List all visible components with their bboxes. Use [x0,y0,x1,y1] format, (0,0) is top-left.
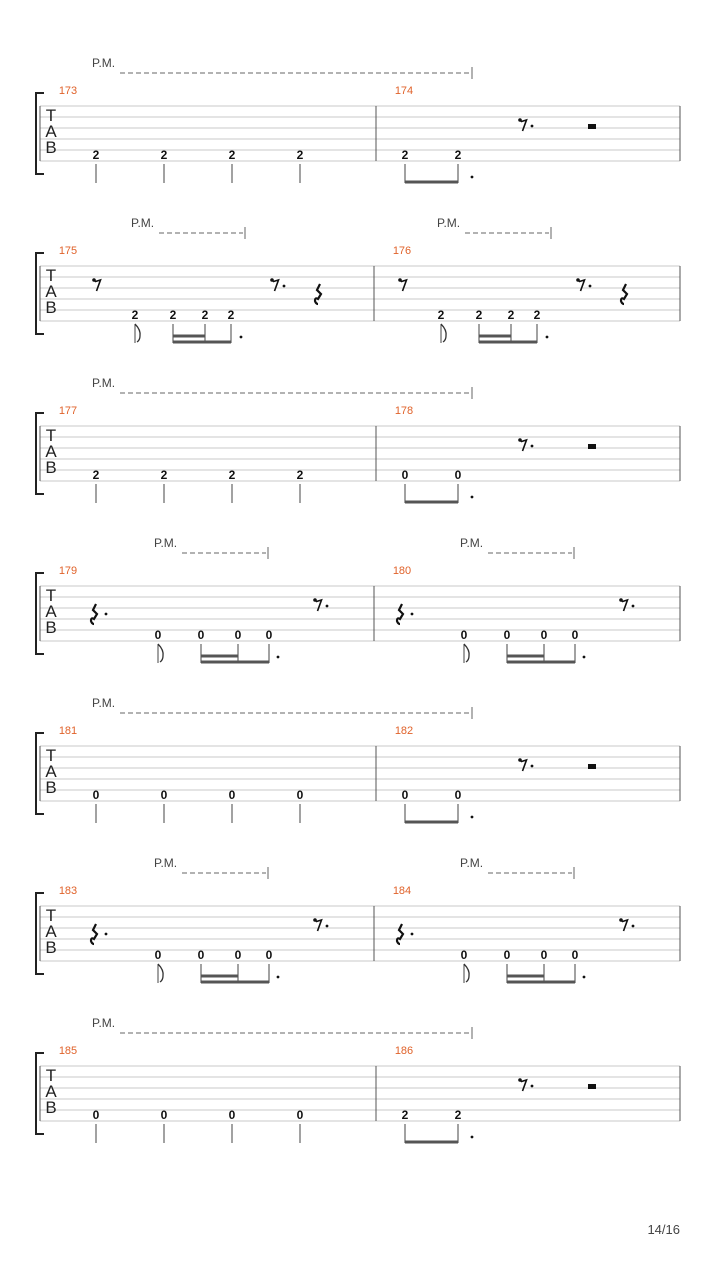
augmentation-dot-icon [471,176,474,179]
fret-number: 0 [234,948,242,962]
fret-number: 0 [234,628,242,642]
fret-number: 2 [296,148,304,162]
fret-number: 0 [503,948,511,962]
fret-number: 0 [92,1108,100,1122]
tab-clef-letter: A [45,762,57,781]
quarter-rest-icon [91,924,97,944]
eighth-rest-dot-icon [270,278,274,282]
augmentation-dot-icon [411,613,414,616]
system-2 [36,216,680,343]
palm-mute-label: P.M. [460,856,484,870]
fret-number: 0 [540,948,548,962]
fret-number: 0 [154,628,162,642]
tab-clef-letter: T [45,426,57,445]
eighth-rest-icon [272,280,279,291]
fret-number: 0 [265,628,273,642]
fret-number: 2 [131,308,139,322]
fret-number: 2 [454,148,462,162]
fret-number: 2 [160,148,168,162]
augmentation-dot-icon [531,445,534,448]
measure-number: 177 [58,405,78,417]
tab-clef-letter: T [45,586,57,605]
system-5 [36,696,680,823]
fret-number: 2 [454,1108,462,1122]
fret-number: 2 [92,148,100,162]
half-rest-icon [588,444,596,449]
measure-number: 180 [392,565,412,577]
note-flag-icon [464,644,469,662]
fret-number: 0 [540,628,548,642]
fret-number: 0 [228,788,236,802]
half-rest-icon [588,1084,596,1089]
fret-number: 0 [503,628,511,642]
measure-181 [93,788,304,823]
system-1 [36,56,680,183]
augmentation-dot-icon [471,816,474,819]
measure-number: 182 [394,725,414,737]
augmentation-dot-icon [583,976,586,979]
eighth-rest-icon [520,1080,527,1091]
system-6 [36,856,680,983]
eighth-rest-dot-icon [92,278,96,282]
fret-number: 0 [154,948,162,962]
fret-number: 2 [401,148,409,162]
augmentation-dot-icon [105,613,108,616]
eighth-rest-dot-icon [518,438,522,442]
fret-number: 2 [228,468,236,482]
page-number: 14/16 [647,1222,680,1237]
measure-number: 174 [394,85,414,97]
half-rest-icon [588,124,596,129]
fret-number: 0 [571,948,579,962]
half-rest-icon [588,764,596,769]
tab-clef-letter: B [45,138,57,157]
measure-number: 181 [58,725,78,737]
fret-number: 0 [460,948,468,962]
fret-number: 0 [265,948,273,962]
system-3 [36,376,680,503]
eighth-rest-dot-icon [619,598,623,602]
eighth-rest-icon [315,920,322,931]
tab-clef-letter: B [45,618,57,637]
measure-173 [93,148,304,183]
eighth-rest-dot-icon [518,1078,522,1082]
tab-clef-letter: B [45,778,57,797]
quarter-rest-icon [315,284,321,304]
augmentation-dot-icon [326,925,329,928]
eighth-rest-icon [520,440,527,451]
augmentation-dot-icon [632,605,635,608]
note-flag-icon [135,324,140,342]
augmentation-dot-icon [283,285,286,288]
note-flag-icon [158,644,163,662]
augmentation-dot-icon [471,496,474,499]
eighth-rest-icon [400,280,407,291]
eighth-rest-dot-icon [518,758,522,762]
fret-number: 0 [571,628,579,642]
tab-clef-letter: B [45,458,57,477]
fret-number: 0 [401,788,409,802]
eighth-rest-dot-icon [518,118,522,122]
fret-number: 2 [401,1108,409,1122]
fret-number: 0 [296,788,304,802]
tab-clef-letter: A [45,1082,57,1101]
fret-number: 0 [160,788,168,802]
fret-number: 0 [228,1108,236,1122]
eighth-rest-icon [94,280,101,291]
tab-clef-letter: A [45,602,57,621]
fret-number: 2 [228,148,236,162]
eighth-rest-icon [621,600,628,611]
palm-mute-label: P.M. [437,216,461,230]
measure-number: 176 [392,245,412,257]
eighth-rest-dot-icon [398,278,402,282]
tab-clef-letter: B [45,298,57,317]
fret-number: 2 [533,308,541,322]
eighth-rest-icon [520,120,527,131]
eighth-rest-icon [520,760,527,771]
augmentation-dot-icon [105,933,108,936]
measure-number: 179 [58,565,78,577]
fret-number: 2 [475,308,483,322]
tab-clef-letter: T [45,266,57,285]
tab-clef-letter: T [45,106,57,125]
fret-number: 0 [197,948,205,962]
eighth-rest-icon [315,600,322,611]
eighth-rest-icon [578,280,585,291]
augmentation-dot-icon [277,656,280,659]
augmentation-dot-icon [531,125,534,128]
tab-clef-letter: A [45,282,57,301]
fret-number: 0 [454,468,462,482]
palm-mute-label: P.M. [154,856,178,870]
system-7 [36,1016,680,1143]
note-flag-icon [441,324,446,342]
fret-number: 0 [197,628,205,642]
measure-177 [93,468,304,503]
measure-number: 184 [392,885,412,897]
tab-clef-letter: T [45,1066,57,1085]
fret-number: 2 [507,308,515,322]
eighth-rest-dot-icon [313,598,317,602]
augmentation-dot-icon [277,976,280,979]
measure-185 [93,1108,304,1143]
augmentation-dot-icon [531,1085,534,1088]
augmentation-dot-icon [589,285,592,288]
fret-number: 0 [401,468,409,482]
measure-number: 178 [394,405,414,417]
quarter-rest-icon [621,284,627,304]
fret-number: 2 [160,468,168,482]
augmentation-dot-icon [632,925,635,928]
fret-number: 2 [169,308,177,322]
fret-number: 0 [92,788,100,802]
system-4 [36,536,680,663]
measure-number: 183 [58,885,78,897]
tab-clef-letter: T [45,906,57,925]
fret-number: 2 [92,468,100,482]
augmentation-dot-icon [326,605,329,608]
eighth-rest-dot-icon [313,918,317,922]
tab-clef-letter: B [45,1098,57,1117]
quarter-rest-icon [91,604,97,624]
augmentation-dot-icon [583,656,586,659]
palm-mute-label: P.M. [92,1016,116,1030]
eighth-rest-dot-icon [619,918,623,922]
fret-number: 0 [160,1108,168,1122]
tab-clef-letter: B [45,938,57,957]
tab-clef-letter: A [45,122,57,141]
palm-mute-label: P.M. [460,536,484,550]
palm-mute-label: P.M. [92,56,116,70]
eighth-rest-icon [621,920,628,931]
fret-number: 2 [296,468,304,482]
fret-number: 2 [227,308,235,322]
fret-number: 0 [454,788,462,802]
note-flag-icon [464,964,469,982]
measure-number: 186 [394,1045,414,1057]
measure-number: 175 [58,245,78,257]
augmentation-dot-icon [531,765,534,768]
fret-number: 0 [460,628,468,642]
tab-clef-letter: T [45,746,57,765]
augmentation-dot-icon [240,336,243,339]
fret-number: 0 [296,1108,304,1122]
palm-mute-label: P.M. [131,216,155,230]
quarter-rest-icon [397,924,403,944]
fret-number: 2 [437,308,445,322]
quarter-rest-icon [397,604,403,624]
tab-clef-letter: A [45,922,57,941]
augmentation-dot-icon [546,336,549,339]
fret-number: 2 [201,308,209,322]
measure-number: 173 [58,85,78,97]
note-flag-icon [158,964,163,982]
palm-mute-label: P.M. [92,376,116,390]
palm-mute-label: P.M. [154,536,178,550]
tab-clef-letter: A [45,442,57,461]
eighth-rest-dot-icon [576,278,580,282]
augmentation-dot-icon [411,933,414,936]
palm-mute-label: P.M. [92,696,116,710]
augmentation-dot-icon [471,1136,474,1139]
measure-number: 185 [58,1045,78,1057]
